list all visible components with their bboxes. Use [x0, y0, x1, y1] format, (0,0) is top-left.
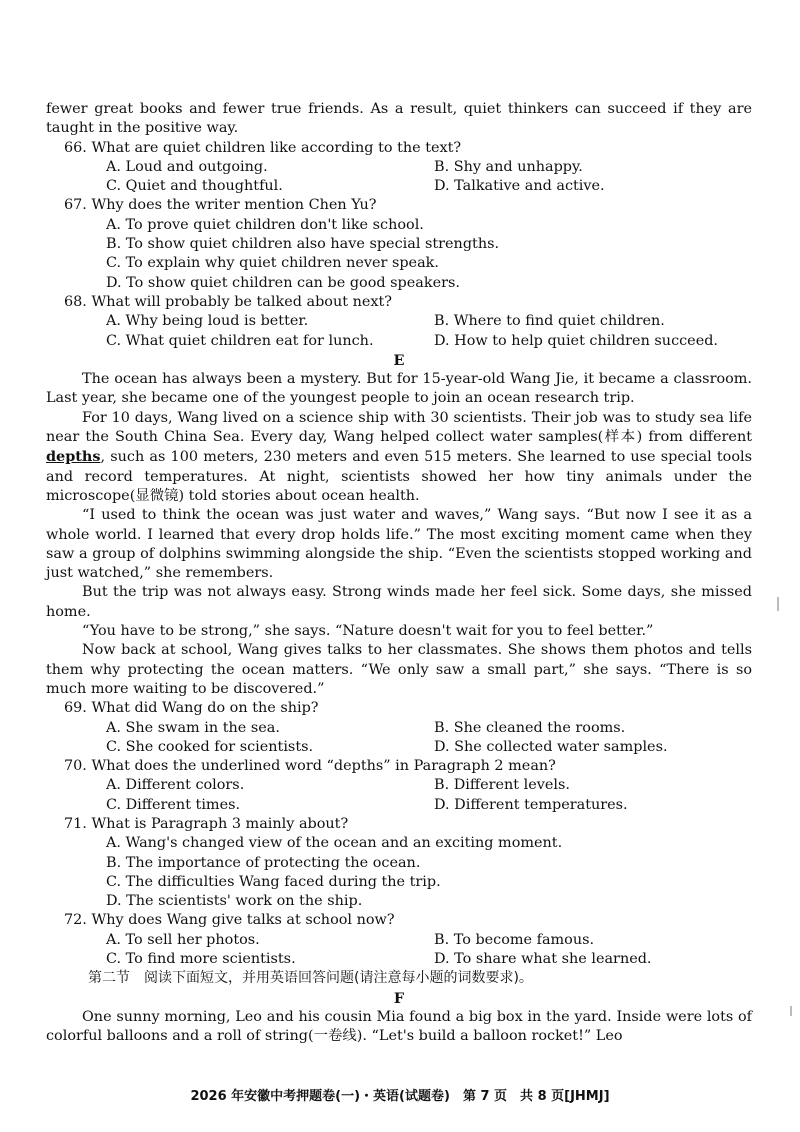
answer-option[interactable]: B. The importance of protecting the ocean. — [106, 854, 421, 871]
answer-option[interactable]: D. Different temperatures. — [434, 796, 628, 813]
answer-option[interactable]: A. Different colors. — [106, 777, 245, 794]
answer-option[interactable]: C. Quiet and thoughtful. — [106, 178, 283, 195]
answer-option[interactable]: A. Wang's changed view of the ocean and an exciting moment. — [106, 835, 563, 852]
answer-option[interactable]: C. To explain why quiet children never speak. — [106, 255, 439, 272]
p2-after: , such as 100 meters, 230 meters and even 515 meters. She learned to use special tools and record temperatures. At night, scientists showed her how tiny animals under the microscope(显微镜) told stories about ocean health. — [46, 449, 752, 504]
section-two-title: 第二节 阅读下面短文，并用英语回答问题(请注意每小题的词数要求)。 — [88, 970, 533, 987]
answer-option[interactable]: C. She cooked for scientists. — [106, 738, 314, 755]
section-e-letter: E — [393, 351, 405, 369]
answer-option[interactable]: D. To share what she learned. — [434, 951, 652, 968]
answer-option[interactable]: A. To prove quiet children don't like school. — [106, 216, 424, 233]
answer-option[interactable]: A. She swam in the sea. — [106, 719, 280, 736]
answer-option[interactable]: B. To become famous. — [434, 931, 595, 948]
questions-e — [46, 699, 752, 969]
section-f-letter: F — [393, 989, 405, 1007]
answer-option[interactable]: C. What quiet children eat for lunch. — [106, 332, 374, 349]
answer-options — [46, 312, 752, 351]
page-footer: 2026 年安徽中考押题卷(一)・英语(试题卷) 第 7 页 共 8 页[JHMJ] — [190, 1089, 610, 1104]
answer-option[interactable]: D. How to help quiet children succeed. — [434, 332, 719, 349]
answer-option[interactable]: C. Different times. — [106, 796, 241, 813]
answer-option[interactable]: A. To sell her photos. — [106, 931, 260, 948]
question-stem: 69. What did Wang do on the ship? — [64, 700, 319, 717]
answer-options — [46, 776, 752, 815]
questions-d — [46, 139, 752, 351]
passage-e-paragraph-5: “You have to be strong,” she says. “Nature doesn't wait for you to feel better.” — [82, 623, 654, 640]
question-stem: 66. What are quiet children like according to the text? — [64, 139, 462, 156]
question-stem: 72. Why does Wang give talks at school now? — [64, 912, 395, 929]
question-stem: 67. Why does the writer mention Chen Yu? — [64, 197, 377, 214]
passage-e-paragraph-4: But the trip was not always easy. Strong winds made her feel sick. Some days, she missed home. — [46, 584, 752, 620]
passage-e-paragraph-6: Now back at school, Wang gives talks to her classmates. She shows them photos and tells them why protecting the ocean matters. “We only saw a small part,” she says. “There is so much more waiting to be discovered.” — [46, 642, 752, 697]
exam-page — [46, 100, 752, 1047]
answer-option[interactable]: B. To show quiet children also have special strengths. — [106, 236, 500, 253]
answer-option[interactable]: D. She collected water samples. — [434, 738, 668, 755]
p2-before: For 10 days, Wang lived on a science ship with 30 scientists. Their job was to study sea life near the South China Sea. Every day, Wang helped collect water samples(样本) from different — [46, 409, 752, 446]
passage-f-paragraph-1: One sunny morning, Leo and his cousin Mia found a big box in the yard. Inside were lots of colorful balloons and a roll of string(一卷线). “Let's build a balloon rocket!” Leo — [46, 1008, 752, 1045]
answer-option[interactable]: A. Loud and outgoing. — [106, 158, 268, 175]
answer-option[interactable]: C. The difficulties Wang faced during the trip. — [106, 873, 441, 890]
answer-options — [46, 719, 752, 758]
answer-options — [46, 158, 752, 197]
answer-option[interactable]: B. Where to find quiet children. — [434, 313, 665, 330]
answer-option[interactable]: B. She cleaned the rooms. — [434, 719, 626, 736]
answer-option[interactable]: A. Why being loud is better. — [106, 313, 309, 330]
underlined-word-depths: depths — [46, 448, 101, 466]
answer-option[interactable]: B. Different levels. — [434, 777, 570, 794]
passage-e-paragraph-1: The ocean has always been a mystery. But for 15-year-old Wang Jie, it became a classroom. Last year, she became one of the youngest people to join an ocean research trip. — [46, 371, 752, 407]
answer-option[interactable]: D. The scientists' work on the ship. — [106, 893, 363, 910]
scan-edge-mark — [790, 1006, 792, 1016]
passage-e-paragraph-2 — [46, 409, 752, 506]
scan-edge-mark — [777, 597, 779, 611]
answer-options — [46, 931, 752, 970]
answer-option[interactable]: C. To find more scientists. — [106, 951, 296, 968]
answer-option[interactable]: D. Talkative and active. — [434, 178, 605, 195]
answer-option[interactable]: D. To show quiet children can be good speakers. — [106, 274, 460, 291]
answer-option[interactable]: B. Shy and unhappy. — [434, 158, 583, 175]
passage-e-paragraph-3: “I used to think the ocean was just water and waves,” Wang says. “But now I see it as a whole world. I learned that every drop holds life.” The most exciting moment came when they saw a group of dolphins swimming alongside the ship. “Even the scientists stopped working and just watched,” she remembers. — [46, 507, 752, 582]
question-stem: 68. What will probably be talked about next? — [64, 293, 392, 310]
question-stem: 70. What does the underlined word “depths” in Paragraph 2 mean? — [64, 758, 556, 775]
passage-d-ending: fewer great books and fewer true friends. As a result, quiet thinkers can succeed if they are taught in the positive way. — [46, 101, 752, 137]
question-stem: 71. What is Paragraph 3 mainly about? — [64, 815, 349, 832]
